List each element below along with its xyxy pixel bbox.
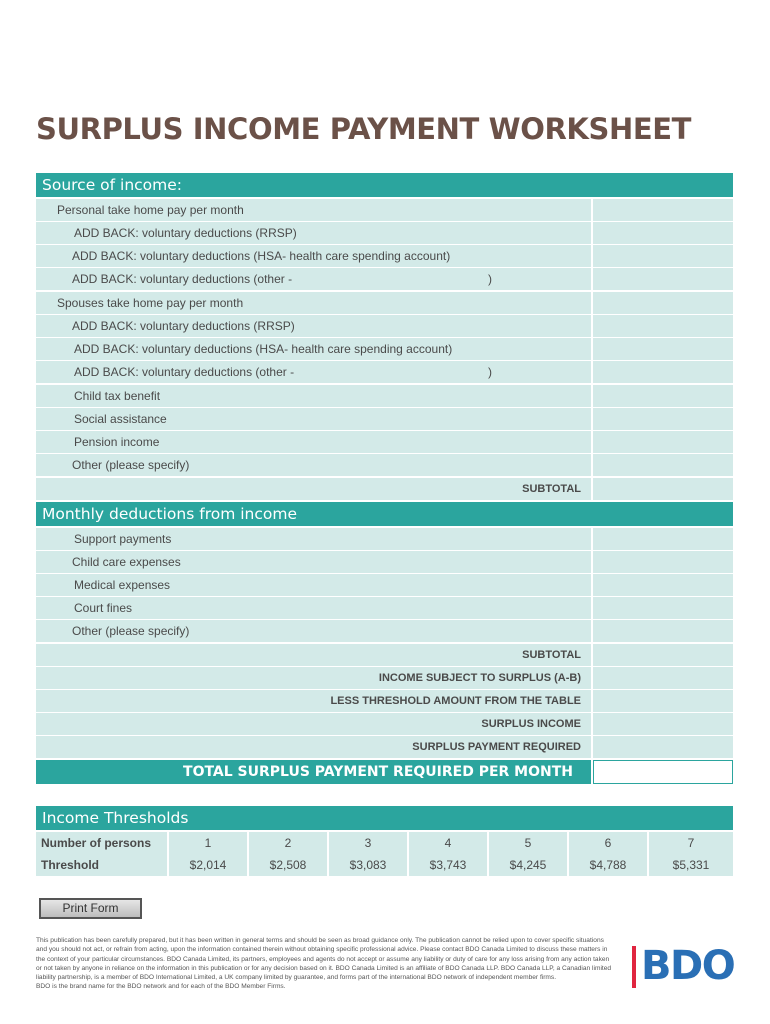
persons-cell: 6 [569, 832, 647, 854]
row-label: Spouses take home pay per month [36, 292, 591, 314]
persons-row [36, 832, 733, 854]
source-row-pension [36, 431, 733, 453]
personal-pay-input[interactable] [593, 199, 733, 221]
court-fines-input[interactable] [593, 597, 733, 619]
summary-label: SUBTOTAL [36, 644, 591, 666]
row-label: Medical expenses [36, 574, 591, 596]
disclaimer-line: BDO is the brand name for the BDO network and for each of the BDO Member Firms. [36, 983, 286, 991]
persons-cell: 7 [649, 832, 733, 854]
paren-close: ) [488, 272, 492, 286]
source-row-other-deductions [36, 268, 733, 290]
row-label: Other (please specify) [36, 454, 591, 476]
subtotal-label: SUBTOTAL [36, 478, 591, 500]
row-label: Support payments [36, 528, 591, 550]
child-tax-input[interactable] [593, 385, 733, 407]
row-label: ADD BACK: voluntary deductions (HSA- health care spending account) [36, 245, 591, 267]
row-label: Personal take home pay per month [36, 199, 591, 221]
source-subtotal-row [36, 478, 733, 500]
row-label: Pension income [36, 431, 591, 453]
deduction-row-medical [36, 574, 733, 596]
logo-text: BDO [641, 943, 735, 989]
spouse-hsa-input[interactable] [593, 338, 733, 360]
less-threshold-row [36, 690, 733, 712]
row-label: ADD BACK: voluntary deductions (RRSP) [36, 222, 591, 244]
grand-total-input[interactable] [593, 760, 733, 784]
source-row-other [36, 454, 733, 476]
rrsp-input[interactable] [593, 222, 733, 244]
support-payments-input[interactable] [593, 528, 733, 550]
disclaimer-line: or not taken by anyone in reliance on the information in this publication or for any decision based on it. BDO Canada Limited is an affiliate of BDO Canada LLP. BDO Canada LLP, a Canadian limited [36, 964, 612, 972]
source-row-spouse-hsa [36, 338, 733, 360]
deductions-header: Monthly deductions from income [36, 502, 733, 526]
hsa-input[interactable] [593, 245, 733, 267]
bdo-logo [632, 943, 735, 989]
threshold-cell: $2,508 [249, 854, 327, 876]
persons-label: Number of persons [36, 832, 167, 854]
source-of-income-header: Source of income: [36, 173, 733, 197]
threshold-cell: $4,245 [489, 854, 567, 876]
row-label: Social assistance [36, 408, 591, 430]
deductions-subtotal-row [36, 644, 733, 666]
threshold-cell: $5,331 [649, 854, 733, 876]
persons-cell: 2 [249, 832, 327, 854]
income-subject-input[interactable] [593, 667, 733, 689]
row-label: ADD BACK: voluntary deductions (HSA- health care spending account) [36, 338, 591, 360]
threshold-cell: $3,743 [409, 854, 487, 876]
summary-label: SURPLUS PAYMENT REQUIRED [36, 736, 591, 758]
spouse-pay-input[interactable] [593, 292, 733, 314]
persons-cell: 4 [409, 832, 487, 854]
spouse-rrsp-input[interactable] [593, 315, 733, 337]
source-row-spouse-other [36, 361, 733, 383]
social-assistance-input[interactable] [593, 408, 733, 430]
row-label: Other (please specify) [36, 620, 591, 642]
persons-cell: 1 [169, 832, 247, 854]
surplus-income-row [36, 713, 733, 735]
grand-total-label: TOTAL SURPLUS PAYMENT REQUIRED PER MONTH [36, 760, 591, 784]
logo-red-bar [632, 946, 636, 988]
pension-input[interactable] [593, 431, 733, 453]
surplus-payment-input[interactable] [593, 736, 733, 758]
deduction-row-court-fines [36, 597, 733, 619]
surplus-income-input[interactable] [593, 713, 733, 735]
row-label: Child tax benefit [36, 385, 591, 407]
less-threshold-input[interactable] [593, 690, 733, 712]
income-subject-row [36, 667, 733, 689]
disclaimer-line: and you should not act, or refrain from acting, upon the information contained therein without obtaining specific professional advice. Please contact BDO Canada Limited to discuss these matters in [36, 946, 608, 954]
threshold-row [36, 854, 733, 876]
medical-expenses-input[interactable] [593, 574, 733, 596]
surplus-payment-row [36, 736, 733, 758]
page-title: SURPLUS INCOME PAYMENT WORKSHEET [36, 112, 692, 146]
deductions-subtotal-input[interactable] [593, 644, 733, 666]
spouse-other-input[interactable] [593, 361, 733, 383]
row-label: ADD BACK: voluntary deductions (RRSP) [36, 315, 591, 337]
source-subtotal-input[interactable] [593, 478, 733, 500]
income-thresholds-header: Income Thresholds [36, 806, 733, 830]
row-label: ADD BACK: voluntary deductions (other - [36, 361, 591, 383]
disclaimer-line: liability partnership, is a member of BDO International Limited, a UK company limited by guarantee, and forms part of the international BDO network of independent member firms. [36, 974, 557, 982]
source-row-spouse-rrsp [36, 315, 733, 337]
print-form-button[interactable]: Print Form [39, 898, 142, 919]
deduction-row-child-care [36, 551, 733, 573]
source-row-child-tax [36, 385, 733, 407]
row-label: Court fines [36, 597, 591, 619]
threshold-cell: $4,788 [569, 854, 647, 876]
summary-label: INCOME SUBJECT TO SURPLUS (A-B) [36, 667, 591, 689]
summary-label: LESS THRESHOLD AMOUNT FROM THE TABLE [36, 690, 591, 712]
source-row-personal-pay [36, 199, 733, 221]
disclaimer-line: the context of your particular circumstances. BDO Canada Limited, its partners, employees and agents do not accept or assume any liability or duty of care for any loss arising from any action taken [36, 955, 610, 963]
threshold-cell: $3,083 [329, 854, 407, 876]
source-row-spouse-pay [36, 292, 733, 314]
deduction-row-other [36, 620, 733, 642]
other-deduction-input[interactable] [593, 620, 733, 642]
row-label: Child care expenses [36, 551, 591, 573]
grand-total-row [36, 760, 733, 784]
paren-close: ) [488, 365, 492, 379]
row-label: ADD BACK: voluntary deductions (other - [36, 268, 591, 290]
child-care-input[interactable] [593, 551, 733, 573]
source-row-hsa [36, 245, 733, 267]
disclaimer-line: This publication has been carefully prepared, but it has been written in general terms and should be seen as broad guidance only. The publication cannot be relied upon to cover specific situations [36, 937, 604, 944]
source-row-rrsp [36, 222, 733, 244]
persons-cell: 3 [329, 832, 407, 854]
summary-label: SURPLUS INCOME [36, 713, 591, 735]
other-deductions-input[interactable] [593, 268, 733, 290]
disclaimer [36, 936, 616, 992]
threshold-cell: $2,014 [169, 854, 247, 876]
persons-cell: 5 [489, 832, 567, 854]
deduction-row-support [36, 528, 733, 550]
threshold-label: Threshold [36, 854, 167, 876]
other-income-input[interactable] [593, 454, 733, 476]
source-row-social-assistance [36, 408, 733, 430]
